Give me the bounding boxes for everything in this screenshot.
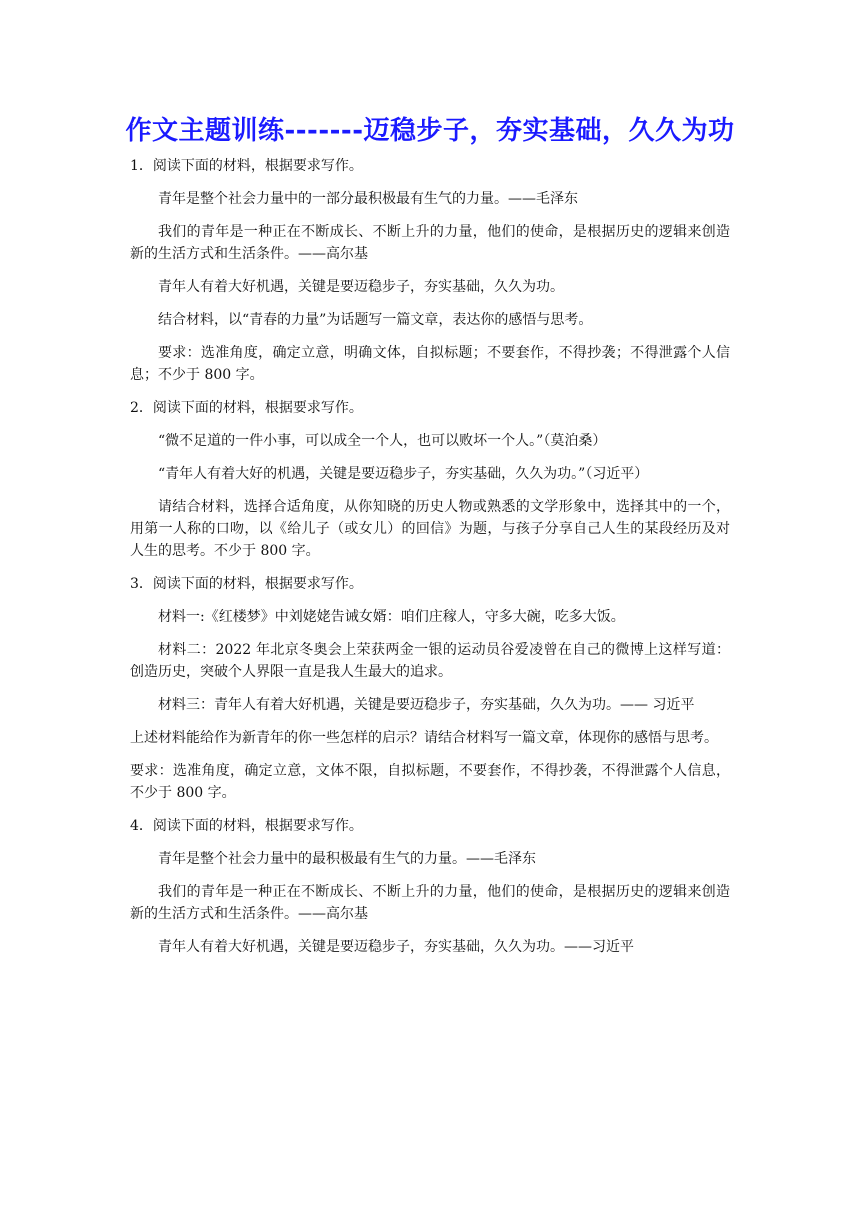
question-2-heading: 2．阅读下面的材料，根据要求写作。	[130, 400, 363, 416]
document-body	[130, 155, 730, 969]
question-2-instruction: 请结合材料，选择合适角度，从你知晓的历史人物或熟悉的文学形象中，选择其中的一个，用第一人称的口吻，以《给儿子（或女儿）的回信》为题，与孩子分享自己人生的某段经历及对人生的思考。不少于 800 字。	[130, 499, 730, 559]
question-2-quote-1: “微不足道的一件小事，可以成全一个人，也可以败坏一个人。”（莫泊桑）	[158, 433, 607, 449]
question-1-requirements: 要求：选准角度，确定立意，明确文体，自拟标题；不要套作，不得抄袭；不得泄露个人信息；不少于 800 字。	[130, 345, 730, 383]
question-3-instruction: 上述材料能给作为新青年的你一些怎样的启示？请结合材料写一篇文章，体现你的感悟与思考。	[130, 730, 718, 746]
question-4	[130, 815, 730, 958]
question-1-instruction: 结合材料，以“青春的力量”为话题写一篇文章，表达你的感悟与思考。	[158, 312, 593, 328]
question-3-requirements: 要求：选准角度，确定立意，文体不限，自拟标题，不要套作，不得抄袭，不得泄露个人信息，不少于 800 字。	[130, 763, 730, 801]
question-3-heading: 3．阅读下面的材料，根据要求写作。	[130, 576, 363, 592]
question-1-quote-2: 我们的青年是一种正在不断成长、不断上升的力量，他们的使命，是根据历史的逻辑来创造新的生活方式和生活条件。——高尔基	[130, 224, 730, 262]
question-2	[130, 397, 730, 562]
question-1-quote-3: 青年人有着大好机遇，关键是要迈稳步子，夯实基础，久久为功。	[158, 279, 564, 295]
question-3-material-2: 材料二：2022 年北京冬奥会上荣获两金一银的运动员谷爱凌曾在自己的微博上这样写道：创造历史，突破个人界限一直是我人生最大的追求。	[130, 642, 730, 680]
question-3-material-1: 材料一:《红楼梦》中刘姥姥告诫女婿：咱们庄稼人，守多大碗，吃多大饭。	[158, 609, 625, 625]
question-1-quote-1: 青年是整个社会力量中的一部分最积极最有生气的力量。——毛泽东	[158, 191, 578, 207]
question-1	[130, 155, 730, 386]
question-4-heading: 4．阅读下面的材料，根据要求写作。	[130, 818, 363, 834]
document-title: 作文主题训练-------迈稳步子，夯实基础，久久为功	[125, 116, 735, 146]
question-4-quote-1: 青年是整个社会力量中的最积极最有生气的力量。——毛泽东	[158, 851, 536, 867]
question-1-heading: 1．阅读下面的材料，根据要求写作。	[130, 158, 363, 174]
question-4-quote-2: 我们的青年是一种正在不断成长、不断上升的力量，他们的使命，是根据历史的逻辑来创造新的生活方式和生活条件。——高尔基	[130, 884, 730, 922]
question-3-material-3: 材料三：青年人有着大好机遇，关键是要迈稳步子，夯实基础，久久为功。—— 习近平	[158, 697, 695, 713]
question-4-quote-3: 青年人有着大好机遇，关键是要迈稳步子，夯实基础，久久为功。——习近平	[158, 939, 634, 955]
question-3	[130, 573, 730, 804]
question-2-quote-2: “青年人有着大好的机遇，关键是要迈稳步子，夯实基础，久久为功。”（习近平）	[158, 466, 649, 482]
